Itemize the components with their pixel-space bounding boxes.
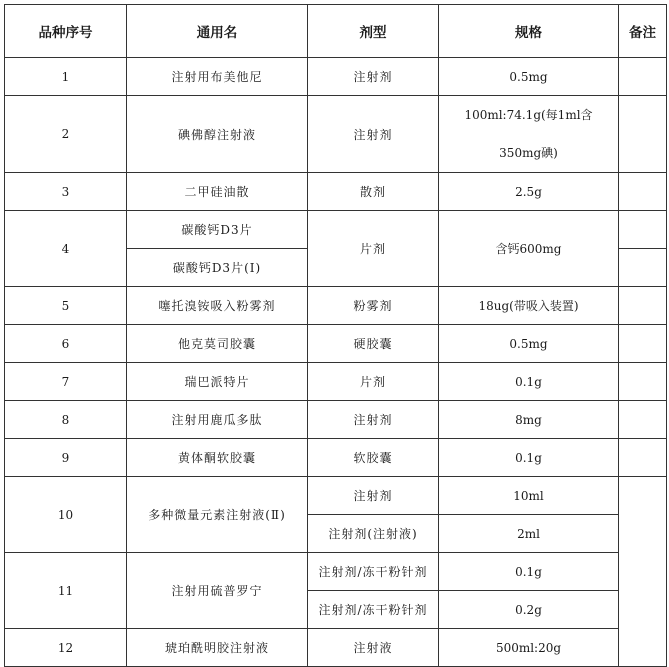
spec-line-1: 100ml:74.1g(每1ml含	[464, 108, 593, 122]
cell-spec: 2ml	[439, 515, 619, 553]
header-no: 品种序号	[5, 5, 127, 58]
cell-spec: 含钙600mg	[439, 211, 619, 287]
table-row	[5, 477, 667, 515]
cell-no: 5	[5, 287, 127, 325]
cell-name: 瑞巴派特片	[127, 363, 308, 401]
cell-note	[619, 211, 667, 249]
cell-spec	[439, 96, 619, 173]
cell-name: 他克莫司胶囊	[127, 325, 308, 363]
cell-no: 6	[5, 325, 127, 363]
cell-note	[619, 173, 667, 211]
drug-list-table	[4, 4, 667, 667]
cell-name: 注射用布美他尼	[127, 58, 308, 96]
spec-line-2: 350mg碘)	[499, 146, 558, 160]
table-row	[5, 629, 667, 667]
table-row	[5, 211, 667, 249]
cell-form: 粉雾剂	[308, 287, 439, 325]
cell-spec: 8mg	[439, 401, 619, 439]
cell-no: 8	[5, 401, 127, 439]
cell-no: 3	[5, 173, 127, 211]
table-row	[5, 325, 667, 363]
cell-note	[619, 287, 667, 325]
cell-spec: 0.1g	[439, 363, 619, 401]
cell-form: 注射剂/冻干粉针剂	[308, 591, 439, 629]
cell-name: 二甲硅油散	[127, 173, 308, 211]
header-row	[5, 5, 667, 58]
cell-note	[619, 96, 667, 173]
cell-name: 黄体酮软胶囊	[127, 439, 308, 477]
cell-no: 4	[5, 211, 127, 287]
table-row	[5, 439, 667, 477]
table-row	[5, 363, 667, 401]
cell-note	[619, 363, 667, 401]
cell-form: 注射液	[308, 629, 439, 667]
cell-spec: 10ml	[439, 477, 619, 515]
cell-name: 多种微量元素注射液(Ⅱ)	[127, 477, 308, 553]
cell-name: 注射用鹿瓜多肽	[127, 401, 308, 439]
header-form: 剂型	[308, 5, 439, 58]
cell-no: 7	[5, 363, 127, 401]
cell-form: 片剂	[308, 363, 439, 401]
cell-form: 注射剂	[308, 401, 439, 439]
table-row	[5, 58, 667, 96]
cell-no: 10	[5, 477, 127, 553]
cell-note	[619, 325, 667, 363]
cell-name: 碳酸钙D3片(Ⅰ)	[127, 249, 308, 287]
cell-form: 软胶囊	[308, 439, 439, 477]
cell-name: 碳酸钙D3片	[127, 211, 308, 249]
header-note: 备注	[619, 5, 667, 58]
cell-no: 1	[5, 58, 127, 96]
table-row	[5, 553, 667, 591]
cell-form: 注射剂(注射液)	[308, 515, 439, 553]
cell-spec: 0.5mg	[439, 325, 619, 363]
header-name: 通用名	[127, 5, 308, 58]
cell-form: 硬胶囊	[308, 325, 439, 363]
cell-name: 碘佛醇注射液	[127, 96, 308, 173]
cell-note	[619, 249, 667, 287]
table-row	[5, 401, 667, 439]
cell-name: 琥珀酰明胶注射液	[127, 629, 308, 667]
cell-note	[619, 477, 667, 667]
cell-form: 散剂	[308, 173, 439, 211]
cell-form: 注射剂	[308, 96, 439, 173]
cell-form: 注射剂	[308, 58, 439, 96]
cell-no: 11	[5, 553, 127, 629]
cell-name: 噻托溴铵吸入粉雾剂	[127, 287, 308, 325]
cell-spec: 0.1g	[439, 439, 619, 477]
cell-spec: 2.5g	[439, 173, 619, 211]
cell-note	[619, 401, 667, 439]
cell-note	[619, 439, 667, 477]
cell-form: 注射剂	[308, 477, 439, 515]
table-row	[5, 173, 667, 211]
cell-spec: 0.1g	[439, 553, 619, 591]
cell-note	[619, 58, 667, 96]
cell-form: 片剂	[308, 211, 439, 287]
cell-spec: 0.2g	[439, 591, 619, 629]
table-row	[5, 287, 667, 325]
cell-no: 12	[5, 629, 127, 667]
cell-spec: 500ml:20g	[439, 629, 619, 667]
header-spec: 规格	[439, 5, 619, 58]
table-row	[5, 96, 667, 173]
cell-spec: 18ug(带吸入装置)	[439, 287, 619, 325]
cell-name: 注射用硫普罗宁	[127, 553, 308, 629]
cell-spec: 0.5mg	[439, 58, 619, 96]
cell-no: 9	[5, 439, 127, 477]
cell-no: 2	[5, 96, 127, 173]
cell-form: 注射剂/冻干粉针剂	[308, 553, 439, 591]
